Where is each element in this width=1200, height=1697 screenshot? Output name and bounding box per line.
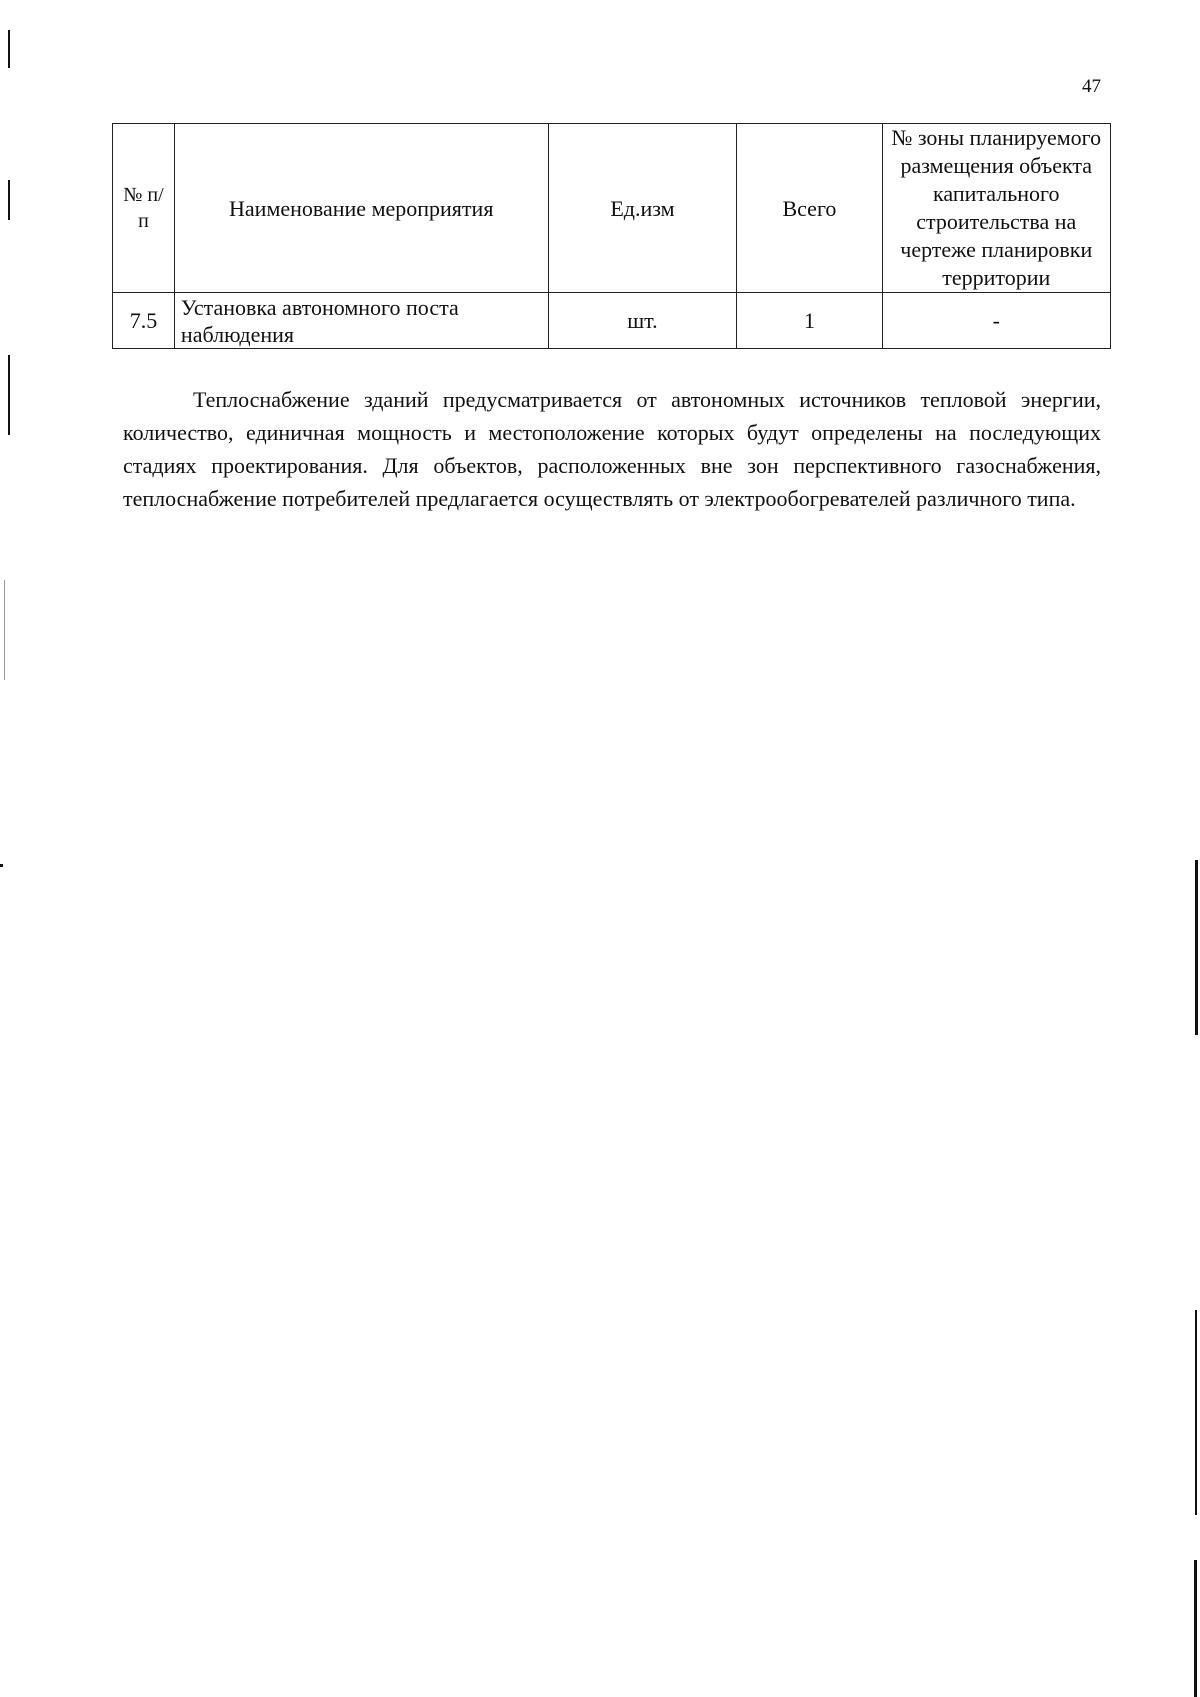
cell-unit: шт.: [548, 293, 737, 349]
scan-mark-right-3: [1194, 1560, 1197, 1697]
scan-mark-left-4: [4, 580, 5, 680]
scan-mark-right-1: [1195, 860, 1198, 1035]
measures-table: [112, 123, 1111, 349]
page-number: 47: [1082, 76, 1101, 97]
cell-total: 1: [737, 293, 882, 349]
table-header-row: [113, 124, 1111, 293]
table-row: [113, 293, 1111, 349]
header-num: № п/п: [113, 124, 175, 293]
scan-mark-left-2: [8, 180, 10, 220]
cell-zone: -: [882, 293, 1110, 349]
scan-mark-right-2: [1195, 1310, 1197, 1515]
scan-mark-left-3: [8, 355, 10, 435]
scan-mark-left-1: [8, 30, 10, 68]
header-zone: № зоны планируемого размещения объекта капитального строительства на чертеже планировки территории: [882, 124, 1110, 293]
header-total: Всего: [737, 124, 882, 293]
header-name: Наименование мероприятия: [174, 124, 548, 293]
cell-name: Установка автономного поста наблюдения: [174, 293, 548, 349]
cell-num: 7.5: [113, 293, 175, 349]
header-unit: Ед.изм: [548, 124, 737, 293]
scan-mark-left-5: [0, 864, 3, 867]
body-paragraph: Теплоснабжение зданий предусматривается от автономных источников тепловой энергии, количество, единичная мощность и местоположение которых будут определены на последующих стадиях проектирования. Для объектов, расположенных вне зон перспективного газоснабжения, теплоснабжение потребителей предлагается осуществлять от электрообогревателей различного типа.: [123, 387, 1101, 511]
